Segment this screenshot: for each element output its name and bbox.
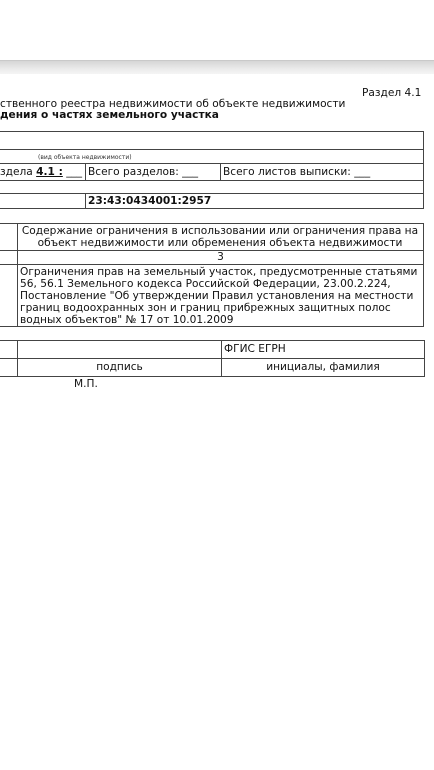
- signature-line: [0, 358, 425, 359]
- section-sheet-number: 4.1 :: [36, 166, 63, 178]
- document-page[interactable]: [0, 74, 434, 770]
- grid-line: [0, 131, 424, 132]
- section-sheet-prefix: здела: [0, 166, 33, 178]
- section-label: Раздел 4.1: [362, 87, 422, 99]
- table-header: Содержание ограничения в использовании или ограничения права на объект недвижимости или обременения объекта недвижимости: [21, 225, 419, 249]
- table-line: [423, 223, 424, 327]
- table-line: [17, 223, 18, 327]
- signature-line: [424, 340, 425, 377]
- heading-line1: ственного реестра недвижимости об объекте недвижимости: [0, 98, 346, 110]
- viewer-divider: [0, 60, 434, 75]
- total-sheets-label: Всего листов выписки:: [223, 166, 351, 178]
- grid-line: [85, 163, 86, 180]
- viewer-top-area: [0, 0, 434, 60]
- stamp-label: М.П.: [74, 378, 98, 390]
- grid-line: [85, 193, 86, 209]
- signature-line: [0, 376, 425, 377]
- total-sheets-blank: ___: [354, 166, 371, 178]
- authority-name: ФГИС ЕГРН: [224, 343, 286, 355]
- table-line: [0, 264, 424, 265]
- total-sections-label: Всего разделов:: [88, 166, 179, 178]
- grid-line: [423, 131, 424, 209]
- grid-line: [0, 193, 424, 194]
- name-label: инициалы, фамилия: [266, 361, 380, 373]
- grid-line: [0, 149, 424, 150]
- object-type-caption: (вид объекта недвижимости): [38, 154, 132, 161]
- table-line: [0, 326, 424, 327]
- cadastral-number: 23:43:0434001:2957: [88, 195, 212, 207]
- signature-line: [0, 340, 425, 341]
- table-line: [0, 223, 424, 224]
- grid-line: [0, 163, 424, 164]
- section-sheet-blank: ___: [66, 166, 83, 178]
- section-sheet-field: [0, 166, 82, 178]
- total-sections-blank: ___: [182, 166, 199, 178]
- total-sheets-field: [223, 166, 370, 178]
- grid-line: [220, 163, 221, 180]
- sign-label: подпись: [96, 361, 143, 373]
- grid-line: [0, 180, 424, 181]
- total-sections-field: [88, 166, 198, 178]
- grid-line: [0, 208, 424, 209]
- table-content: Ограничения прав на земельный участок, предусмотренные статьями 56, 56.1 Земельного кодекса Российской Федерации, 23.00.2.224, Постановление "Об утверждении Правил установления на местности границ водоохранных зон и границ прибрежных защитных полос водных объектов" № 17 от 10.01.2009: [20, 266, 418, 326]
- table-column-number: 3: [217, 251, 224, 263]
- heading-line2: дения о частях земельного участка: [0, 109, 219, 121]
